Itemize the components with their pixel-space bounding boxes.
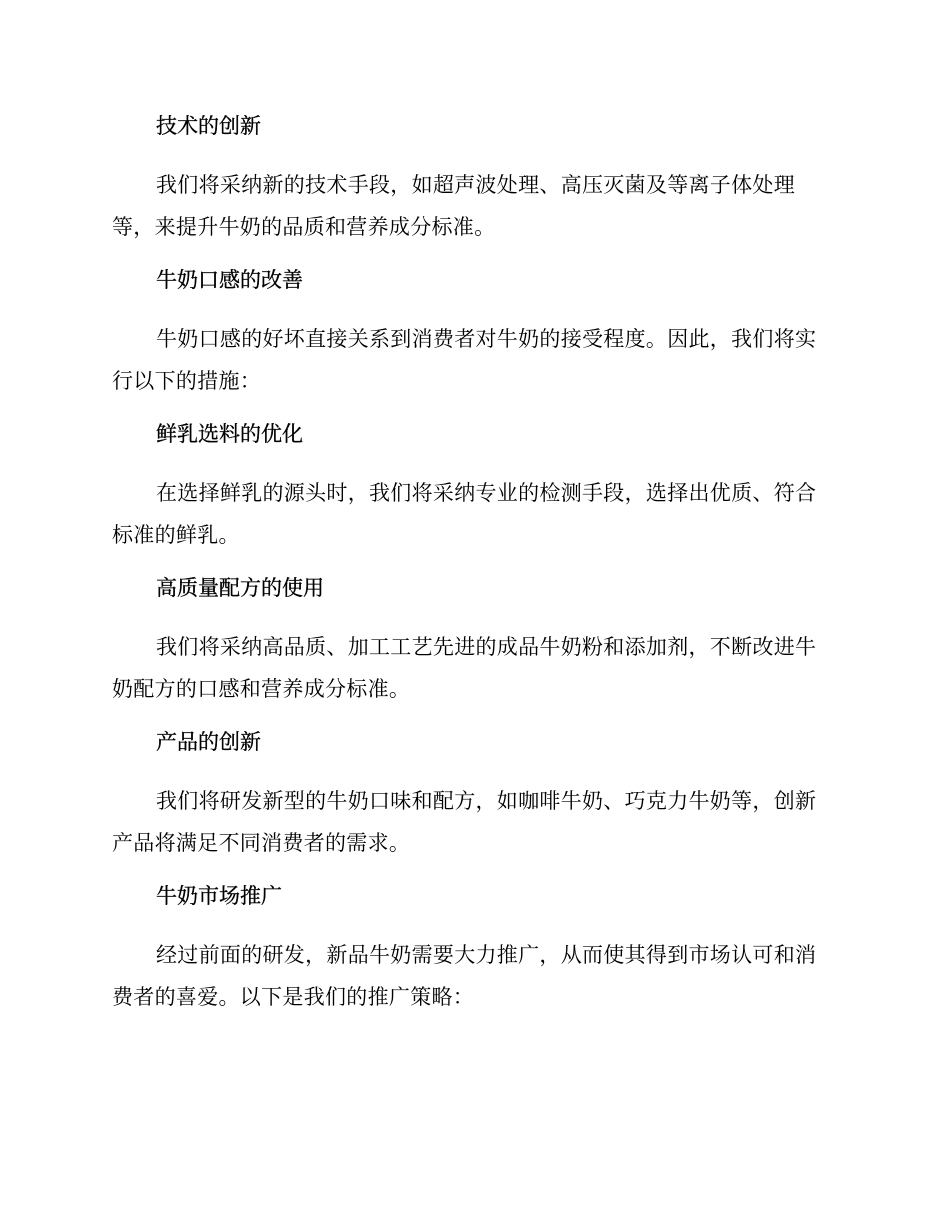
section-paragraph-market-promotion: 经过前面的研发，新品牛奶需要大力推广，从而使其得到市场认可和消费者的喜爱。以下是我们的推广策略：	[112, 943, 817, 1009]
section-paragraph-quality-formula: 我们将采纳高品质、加工工艺先进的成品牛奶粉和添加剂，不断改进牛奶配方的口感和营养成分标准。	[112, 635, 817, 701]
section-paragraph-fresh-milk-selection: 在选择鲜乳的源头时，我们将采纳专业的检测手段，选择出优质、符合标准的鲜乳。	[112, 481, 817, 547]
section-heading-market-promotion: 牛奶市场推广	[156, 884, 282, 908]
section-heading-fresh-milk-selection: 鲜乳选料的优化	[156, 422, 303, 446]
section-heading-quality-formula: 高质量配方的使用	[156, 576, 324, 600]
section-heading-tech-innovation: 技术的创新	[156, 114, 261, 138]
section-paragraph-product-innovation: 我们将研发新型的牛奶口味和配方，如咖啡牛奶、巧克力牛奶等，创新产品将满足不同消费者的需求。	[112, 789, 817, 855]
section-paragraph-tech-innovation: 我们将采纳新的技术手段，如超声波处理、高压灭菌及等离子体处理等，来提升牛奶的品质和营养成分标准。	[112, 173, 795, 239]
document-body	[112, 110, 832, 1034]
section-paragraph-taste-improvement: 牛奶口感的好坏直接关系到消费者对牛奶的接受程度。因此，我们将实行以下的措施：	[112, 327, 817, 393]
section-heading-product-innovation: 产品的创新	[156, 730, 261, 754]
section-heading-taste-improvement: 牛奶口感的改善	[156, 268, 303, 292]
